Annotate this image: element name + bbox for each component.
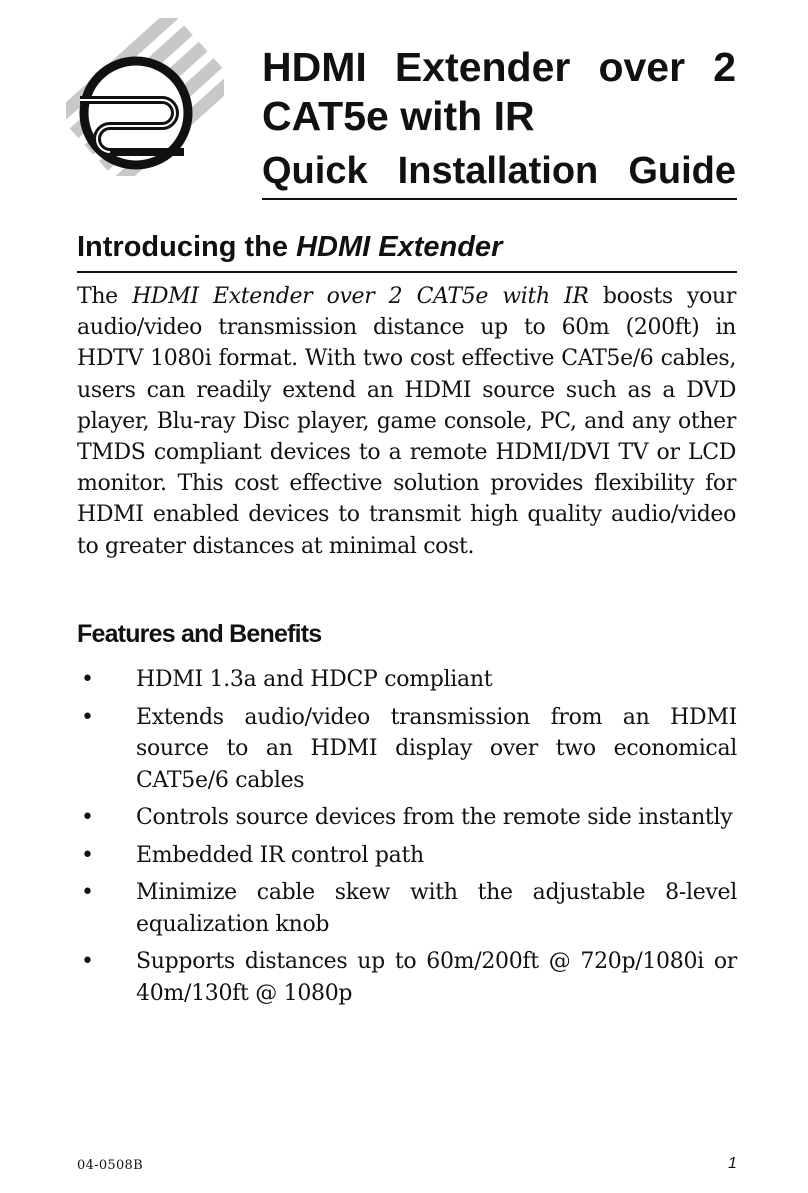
feature-text: Embedded IR control path — [136, 842, 424, 868]
feature-text: Extends audio/video transmission from an HDMI source to an HDMI display over two economical CAT5e/6 cables — [136, 704, 737, 793]
bullet-icon: • — [81, 880, 94, 905]
feature-item — [77, 802, 737, 834]
bullet-icon: • — [81, 667, 94, 692]
feature-text: HDMI 1.3a and HDCP compliant — [136, 667, 493, 692]
bullet-icon: • — [81, 704, 94, 730]
intro-paragraph — [77, 281, 736, 562]
feature-item — [77, 946, 737, 1009]
feature-text: Controls source devices from the remote side instantly — [136, 805, 733, 830]
siig-logo-icon — [66, 18, 224, 176]
intro-body-start: The — [77, 284, 118, 309]
intro-product-name: HDMI Extender over 2 CAT5e with IR — [132, 284, 589, 309]
feature-text: Minimize cable skew with the adjustable 8-level equalization knob — [136, 880, 737, 937]
document-title-line-2: CAT5e with IR — [262, 93, 535, 139]
feature-item — [77, 702, 737, 797]
intro-heading-divider — [77, 271, 737, 273]
document-title-line-1: HDMI Extender over 2 — [262, 44, 736, 90]
feature-text: Supports distances up to 60m/200ft @ 720p/1080i or 40m/130ft @ 1080p — [136, 949, 737, 1006]
feature-item — [77, 877, 737, 940]
page-number: 1 — [728, 1155, 737, 1172]
bullet-icon: • — [81, 949, 94, 974]
feature-item — [77, 840, 737, 872]
document-code: 04-0508B — [77, 1158, 143, 1173]
features-list — [77, 664, 737, 1015]
feature-item — [77, 664, 737, 696]
intro-heading — [77, 231, 502, 264]
bullet-icon: • — [81, 842, 94, 868]
document-subtitle: Quick Installation Guide — [262, 150, 736, 192]
intro-heading-prefix: Introducing the — [77, 231, 289, 263]
title-divider — [262, 198, 737, 200]
bullet-icon: • — [81, 805, 94, 830]
intro-heading-product: HDMI Extender — [296, 231, 503, 263]
intro-body-rest: boosts your audio/video transmission distance up to 60m (200ft) in HDTV 1080i format. With two cost effective CAT5e/6 cables, users can readily extend an HDMI source such as a DVD player, Blu-ray Disc player, game console, PC, and any other TMDS compliant devices to a remote HDMI/DVI TV or LCD monitor. This cost effective solution provides flexibility for HDMI enabled devices to transmit high quality audio/video to greater distances at minimal cost. — [77, 284, 737, 559]
features-heading: Features and Benefits — [77, 620, 322, 648]
